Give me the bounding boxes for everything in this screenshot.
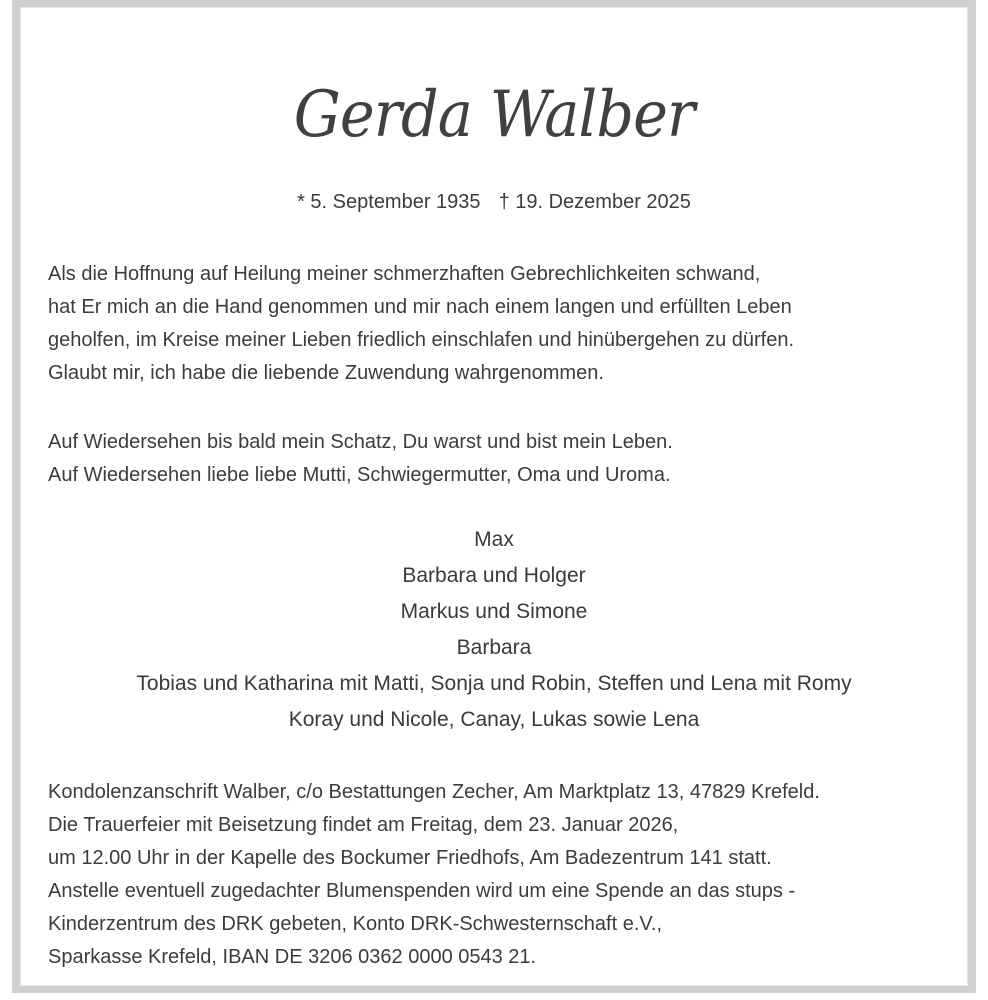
farewell-paragraph — [48, 426, 673, 492]
funeral-date: Die Trauerfeier mit Beisetzung findet am Freitag, dem 23. Januar 2026, — [48, 814, 679, 836]
family-line: Barbara und Holger — [402, 564, 586, 587]
donation-request: Anstelle eventuell zugedachter Blumenspenden wird um eine Spende an das stups - — [48, 880, 796, 902]
family-line: Markus und Simone — [400, 600, 588, 623]
farewell-line: Auf Wiedersehen bis bald mein Schatz, Du warst und bist mein Leben. — [48, 431, 673, 453]
obituary-notice — [20, 7, 968, 986]
donation-account: Kinderzentrum des DRK gebeten, Konto DRK-Schwesternschaft e.V., — [48, 913, 663, 935]
life-dates — [21, 189, 967, 215]
family-line: Barbara — [456, 636, 532, 659]
farewell-line: Auf Wiedersehen liebe liebe Mutti, Schwiegermutter, Oma und Uroma. — [48, 464, 671, 486]
funeral-info — [48, 776, 820, 974]
deceased-name: Gerda Walber — [293, 78, 695, 152]
intro-paragraph — [48, 258, 794, 390]
intro-line: Glaubt mir, ich habe die liebende Zuwendung wahrgenommen. — [48, 362, 604, 384]
intro-line: hat Er mich an die Hand genommen und mir nach einem langen und erfüllten Leben — [48, 296, 792, 318]
intro-line: geholfen, im Kreise meiner Lieben friedlich einschlafen und hinübergehen zu dürfen. — [48, 329, 795, 351]
donation-iban: Sparkasse Krefeld, IBAN DE 3206 0362 0000 0543 21. — [48, 946, 537, 968]
condolence-address: Kondolenzanschrift Walber, c/o Bestattungen Zecher, Am Marktplatz 13, 47829 Krefeld. — [48, 781, 820, 803]
family-line: Max — [474, 528, 514, 551]
family-line: Koray und Nicole, Canay, Lukas sowie Lena — [288, 708, 700, 731]
family-members — [21, 522, 967, 738]
birth-date: * 5. September 1935 — [297, 191, 481, 213]
death-date: † 19. Dezember 2025 — [498, 191, 691, 213]
intro-line: Als die Hoffnung auf Heilung meiner schmerzhaften Gebrechlichkeiten schwand, — [48, 263, 761, 285]
family-line: Tobias und Katharina mit Matti, Sonja und Robin, Steffen und Lena mit Romy — [136, 672, 852, 695]
funeral-location: um 12.00 Uhr in der Kapelle des Bockumer Friedhofs, Am Badezentrum 141 statt. — [48, 847, 772, 869]
